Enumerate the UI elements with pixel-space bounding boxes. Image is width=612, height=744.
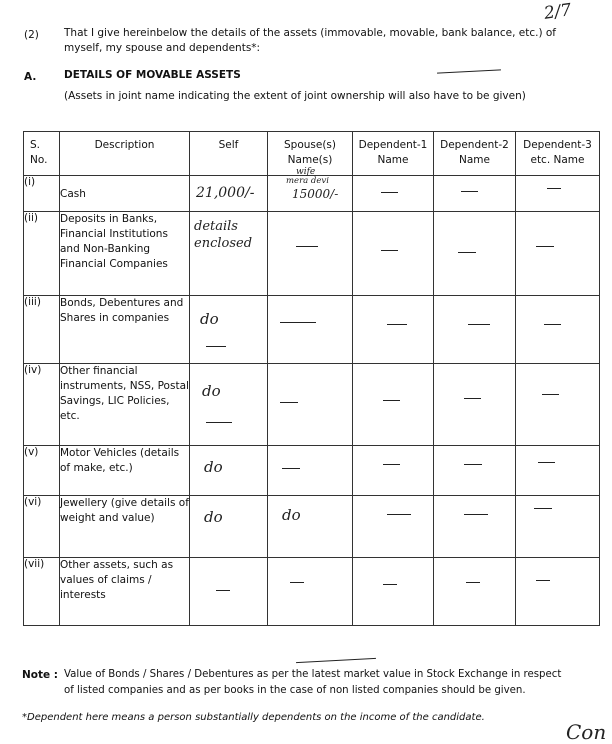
self-value: do (204, 458, 223, 476)
row-number: (iii) (24, 296, 60, 364)
row-number: (vi) (24, 496, 60, 558)
row-spouse (268, 364, 353, 446)
note-label: Note : (22, 669, 58, 681)
spouse-value: 15000/- (292, 187, 339, 201)
table-row (24, 212, 600, 296)
row-dep1 (353, 446, 434, 496)
movable-assets-table (23, 131, 600, 626)
table-row (24, 496, 600, 558)
self-value: do (204, 508, 223, 526)
row-number: (i) (24, 176, 60, 212)
row-description: Bonds, Debentures and Shares in companies (60, 296, 190, 364)
table-row (24, 176, 600, 212)
row-number: (iv) (24, 364, 60, 446)
spouse-name-note: mera devi (286, 176, 329, 186)
row-dep3 (516, 212, 600, 296)
row-self (190, 176, 268, 212)
row-dep1 (353, 212, 434, 296)
row-number: (vii) (24, 558, 60, 626)
row-dep3 (516, 558, 600, 626)
intro-number: (2) (24, 29, 39, 41)
row-description: Deposits in Banks, Financial Institutions and Non-Banking Financial Companies (60, 212, 190, 296)
row-dep2 (434, 496, 516, 558)
row-dep2 (434, 176, 516, 212)
footnote: *Dependent here means a person substantially dependents on the income of the candidate. (22, 712, 485, 723)
handwritten-continuation: Con (566, 720, 607, 744)
row-self (190, 446, 268, 496)
handwritten-mark (296, 658, 376, 663)
self-value: details enclosed (194, 219, 253, 251)
row-dep1 (353, 364, 434, 446)
table-row (24, 558, 600, 626)
row-spouse (268, 212, 353, 296)
row-dep2 (434, 296, 516, 364)
header-dependent-3: Dependent-3 etc. Name (516, 132, 600, 176)
row-dep3 (516, 176, 600, 212)
note-line-2: of listed companies and as per books in the case of non listed companies should be given. (64, 685, 526, 696)
row-self (190, 212, 268, 296)
row-spouse (268, 446, 353, 496)
section-letter: A. (24, 71, 37, 83)
page-number-handwritten: 2/7 (542, 0, 573, 24)
row-description: Other financial instruments, NSS, Postal Savings, LIC Policies, etc. (60, 364, 190, 446)
row-description: Other assets, such as values of claims / interests (60, 558, 190, 626)
row-spouse (268, 558, 353, 626)
row-dep3 (516, 446, 600, 496)
header-description: Description (60, 132, 190, 176)
table-row (24, 296, 600, 364)
row-dep2 (434, 364, 516, 446)
header-sno: S. No. (24, 132, 60, 176)
row-dep2 (434, 446, 516, 496)
header-dependent-1: Dependent-1 Name (353, 132, 434, 176)
self-value: do (202, 382, 221, 400)
spouse-relation-note: wife (296, 167, 316, 177)
row-dep3 (516, 496, 600, 558)
row-spouse (268, 167, 353, 212)
row-dep1 (353, 296, 434, 364)
row-spouse (268, 496, 353, 558)
table-row (24, 446, 600, 496)
intro-line-2: myself, my spouse and dependents*: (64, 42, 261, 54)
row-dep2 (434, 558, 516, 626)
row-dep1 (353, 496, 434, 558)
self-value: 21,000/- (196, 185, 255, 201)
row-description: Motor Vehicles (details of make, etc.) (60, 446, 190, 496)
row-dep1 (353, 558, 434, 626)
row-self (190, 364, 268, 446)
header-dependent-2: Dependent-2 Name (434, 132, 516, 176)
row-number: (ii) (24, 212, 60, 296)
row-number: (v) (24, 446, 60, 496)
row-dep3 (516, 296, 600, 364)
row-description: Cash (60, 176, 190, 212)
handwritten-mark (437, 69, 501, 73)
note-line-1: Value of Bonds / Shares / Debentures as per the latest market value in Stock Exchange in respect (64, 669, 562, 680)
header-spouse: Spouse(s) Name(s) (268, 132, 353, 176)
row-spouse (268, 296, 353, 364)
row-dep1 (353, 176, 434, 212)
row-dep2 (434, 212, 516, 296)
spouse-value: do (282, 506, 301, 524)
intro-line-1: That I give hereinbelow the details of the assets (immovable, movable, bank balance, etc.) of (64, 27, 556, 39)
row-self (190, 496, 268, 558)
self-value: do (200, 310, 219, 328)
table-row (24, 364, 600, 446)
section-subtitle: (Assets in joint name indicating the extent of joint ownership will also have to be given) (64, 90, 526, 102)
row-self (190, 558, 268, 626)
header-self: Self (190, 132, 268, 176)
row-dep3 (516, 364, 600, 446)
section-title: DETAILS OF MOVABLE ASSETS (64, 69, 241, 81)
row-self (190, 296, 268, 364)
row-description: Jewellery (give details of weight and value) (60, 496, 190, 558)
